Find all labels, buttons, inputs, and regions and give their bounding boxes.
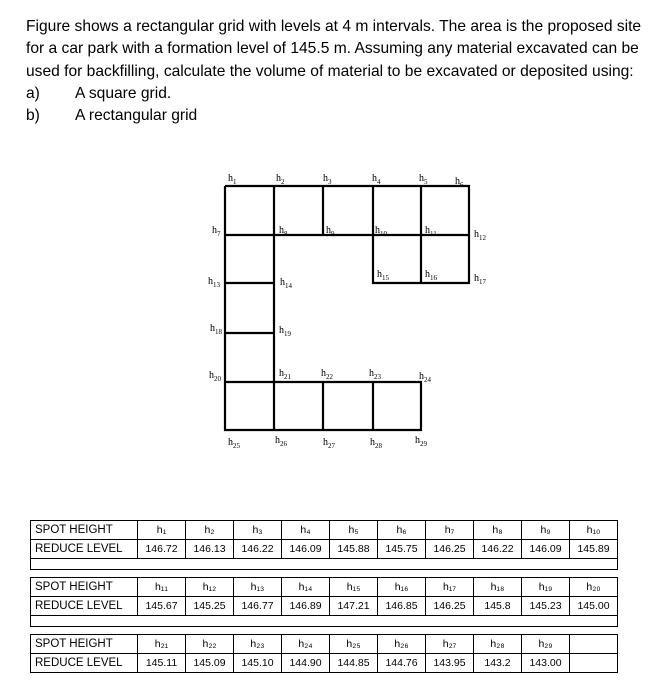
grid-label-h8: $h_8$ [279,225,288,238]
level-cell: 145.89 [570,540,618,559]
spot-cell: h₁₃ [234,578,282,597]
spot-cell: h₃ [234,521,282,540]
grid-label-h11: $h_{11}$ [425,225,437,238]
grid-label-h9: $h_9$ [326,225,335,238]
spot-cell: h₆ [378,521,426,540]
grid-label-h24: $h_{24}$ [419,371,431,384]
spot-cell: h₂₆ [378,635,426,654]
grid-label-h25: $h_{25}$ [228,437,240,450]
spot-cell: h₁₈ [474,578,522,597]
spot-cell: h₂₉ [522,635,570,654]
level-cell: 146.22 [234,540,282,559]
spacer-row [31,559,618,570]
level-cell: 145.00 [570,597,618,616]
grid-label-h16: $h_{16}$ [425,269,437,282]
level-row-label: REDUCE LEVEL [31,597,138,616]
grid-label-h26: $h_{26}$ [275,435,287,448]
spot-cell: h₁ [138,521,186,540]
spot-row [31,578,618,597]
grid-label-h13: $h_{13}$ [208,276,220,289]
level-cell: 146.85 [378,597,426,616]
spot-row-label: SPOT HEIGHT [31,578,138,597]
spot-cell: h₇ [426,521,474,540]
grid-label-h28: $h_{28}$ [370,437,382,450]
grid-label-h15: $h_{15}$ [377,269,389,282]
level-cell: 144.90 [282,654,330,673]
spot-cell: h₉ [522,521,570,540]
grid-label-h14: $h_{14}$ [280,277,292,290]
spacer-cell [31,559,618,570]
level-row [31,597,618,616]
spot-cell [570,635,618,654]
grid-label-h17: $h_{17}$ [474,273,486,286]
spot-cell: h₁₂ [186,578,234,597]
level-cell: 144.76 [378,654,426,673]
grid-label-h22: $h_{22}$ [321,368,333,381]
spot-cell: h₁₄ [282,578,330,597]
level-cell: 145.23 [522,597,570,616]
problem-text: Figure shows a rectangular grid with levels at 4 m intervals. The area is the proposed site for a car park with a formation level of 145.5 m. Assuming any material excavated can be used for backfilling, calculate the volume of material to be excavated or deposited using: [26,18,642,80]
spot-row [31,635,618,654]
level-cell: 146.09 [282,540,330,559]
grid-outline [225,186,469,430]
level-cell: 146.89 [282,597,330,616]
spot-cell: h₁₁ [138,578,186,597]
spot-cell: h₁₀ [570,521,618,540]
spot-row [31,521,618,540]
grid-label-h5: $h_5$ [419,173,428,186]
spot-cell: h₄ [282,521,330,540]
level-cell: 145.8 [474,597,522,616]
level-row-label: REDUCE LEVEL [31,540,138,559]
level-row-label: REDUCE LEVEL [31,654,138,673]
grid-label-h23: $h_{23}$ [369,368,381,381]
level-row [31,654,618,673]
level-cell: 146.09 [522,540,570,559]
spacer-row [31,616,618,627]
spot-cell: h₅ [330,521,378,540]
level-cell: 143.2 [474,654,522,673]
level-cell: 144.85 [330,654,378,673]
spot-cell: h₂ [186,521,234,540]
level-cell: 146.25 [426,597,474,616]
spot-cell: h₁₉ [522,578,570,597]
spot-cell: h₁₅ [330,578,378,597]
level-cell: 143.95 [426,654,474,673]
spot-cell: h₂₄ [282,635,330,654]
spot-cell: h₂₃ [234,635,282,654]
grid-label-h2: $h_2$ [276,173,285,186]
level-cell: 145.10 [234,654,282,673]
grid-label-h10: $h_{10}$ [375,225,387,238]
level-cell: 145.75 [378,540,426,559]
grid-label-h3: $h_3$ [323,173,332,186]
grid-label-h27: $h_{27}$ [323,437,335,450]
grid-label-h12: $h_{12}$ [474,229,486,242]
spot-row-label: SPOT HEIGHT [31,635,138,654]
level-cell: 143.00 [522,654,570,673]
grid-label-h1: $h_1$ [228,173,237,186]
grid-label-h20: $h_{20}$ [209,370,221,383]
level-cell: 146.22 [474,540,522,559]
level-cell: 145.11 [138,654,186,673]
grid-label-h18: $h_{18}$ [210,323,222,336]
level-cell: 146.72 [138,540,186,559]
grid-label-h29: $h_{29}$ [415,435,427,448]
spot-cell: h₂₂ [186,635,234,654]
spacer-cell [31,616,618,627]
spot-cell: h₁₆ [378,578,426,597]
spot-cell: h₂₈ [474,635,522,654]
grid-point-labels [208,173,487,450]
item-b-text: A rectangular grid [75,107,198,125]
level-cell: 146.77 [234,597,282,616]
spot-row-label: SPOT HEIGHT [31,521,138,540]
grid-label-h4: $h_4$ [372,173,381,186]
spot-height-table-3 [30,634,618,673]
spot-cell: h₂₀ [570,578,618,597]
item-a-text: A square grid. [75,84,172,102]
spot-cell: h₂₅ [330,635,378,654]
spot-cell: h₁₇ [426,578,474,597]
grid-label-h19: $h_{19}$ [279,325,291,338]
level-cell: 145.25 [186,597,234,616]
grid-label-h6: $h_6$ [455,176,464,189]
level-cell: 147.21 [330,597,378,616]
level-cell: 145.09 [186,654,234,673]
grid-lines [225,186,469,430]
level-cell: 146.25 [426,540,474,559]
spot-height-table-1 [30,520,618,570]
level-cell: 145.88 [330,540,378,559]
grid-label-h7: $h_7$ [212,225,221,238]
level-cell [570,654,618,673]
spot-cell: h₂₁ [138,635,186,654]
level-cell: 146.13 [186,540,234,559]
item-b-label: b) [26,107,40,125]
spot-height-table-2 [30,577,618,627]
spot-cell: h₈ [474,521,522,540]
level-cell: 145.67 [138,597,186,616]
grid-label-h21: $h_{21}$ [279,368,291,381]
item-a-label: a) [26,84,40,102]
spot-cell: h₂₇ [426,635,474,654]
level-row [31,540,618,559]
